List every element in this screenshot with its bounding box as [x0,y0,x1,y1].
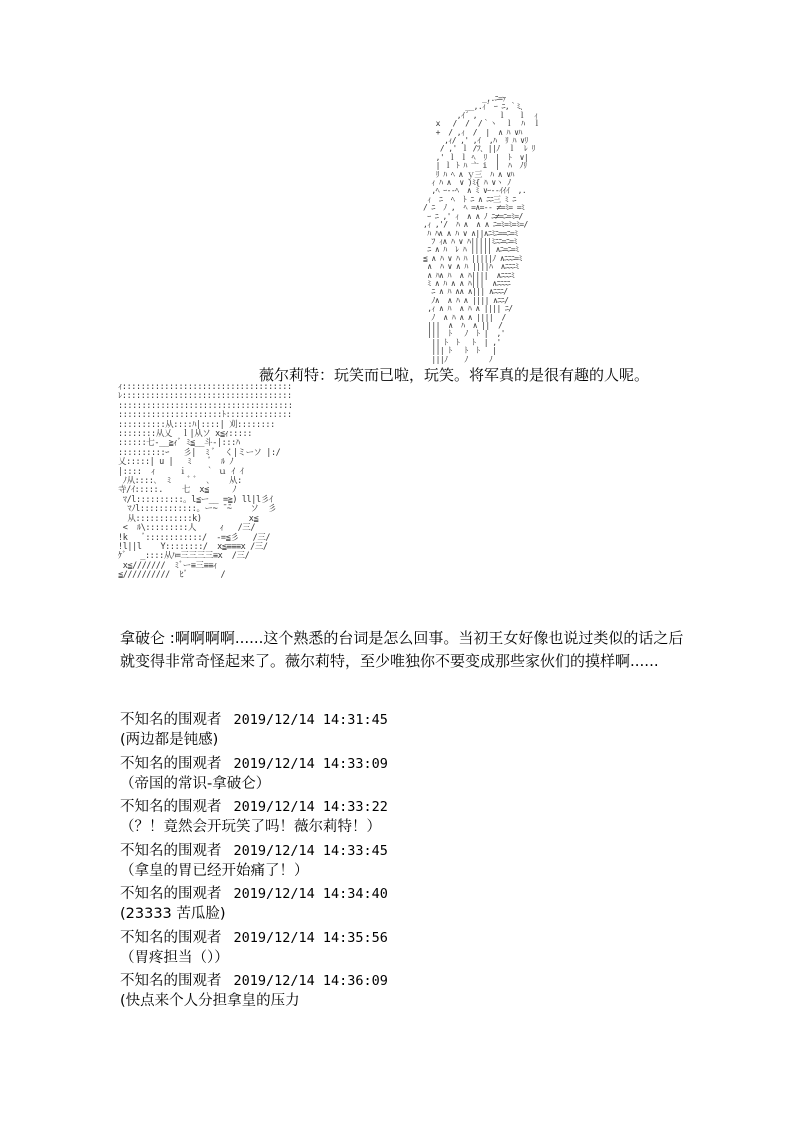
comment-text: （？！竟然会开玩笑了吗！薇尔莉特！） [120,819,381,835]
comment-item [120,798,680,842]
ascii-art-napoleon: ｨ:::::::::::::::::::::::::::::::::::: ﾚ:::::::::::::::::::::::::::::::::::: ::::::::::::::::::::::::::::::::::::: ::::::::::::::::::::::ﾄ:::::::::::::: ::::::::::从::::ﾊ|::::| 刈:::::::: ::::::::从乂 ｌ|从ソ x≦ｨ::::: ::::::七-__≧ｨﾞ ﾐ≦__斗-|:::ﾊ ::::::::::ｰ 彡| ﾐ ﾞ く|ミーソ |:/ 乂:::::| u | ﾐ ﾞ ﾙ ﾉ |:::: ｨ ｉ ｀ ｕ ｲ ｲ ﾉ从::::､ ﾐ ﾞ ﾞ ､ 从: 寺/ｲ:::::. 七 x≦ ﾉ ﾏ/l::::::::::。l≦ー__ =≧) ll|l彡ｲ ﾏﾉl::::::::::::。ー~ ̄ ̄~ ソ 彡 从::::::::::::k) x≦ < ﾙ\:::::::::人 ｨ /三/ !k ﾞ::::::::::::/ -=≦彡 /三/ !l||l Y::::::::/ x≦≡≡≡x /三/ ｹﾞ _::::从ﾊ=三三三三≡x /三/ x≦/////// ﾐﾞー≡三≡≡ｨ ≦////////// ﾋﾞ / [118,382,293,581]
comment-timestamp: 2019/12/14 14:33:22 [233,799,388,815]
comment-user: 不知名的围观者 [120,842,222,859]
comment-user: 不知名的围观者 [120,929,222,946]
napoleon-speech: 拿破仑 :啊啊啊啊......这个熟悉的台词是怎么回事。当初王女好像也说过类似的话之后就变得非常奇怪起来了。薇尔莉特，至少唯独你不要变成那些家伙们的摸样啊...... [120,629,684,670]
comment-text: （胃疼担当（）） [120,949,229,966]
comment-user: 不知名的围观者 [120,712,222,728]
comment-timestamp: 2019/12/14 14:33:09 [233,755,388,772]
comment-timestamp: 2019/12/14 14:33:45 [233,842,388,859]
comment-item [120,929,680,973]
comment-user: 不知名的围观者 [120,755,222,772]
comment-item [120,711,680,755]
comment-list [120,711,680,1016]
comment-text: (23333 苦瓜脸) [120,906,226,922]
comment-text: (快点来个人分担拿皇的压力 [120,993,300,1009]
comment-item [120,755,680,799]
comment-timestamp: 2019/12/14 14:34:40 [233,886,388,902]
vera-caption: 薇尔莉特：玩笑而已啦，玩笑。将军真的是很有趣的人呢。 [259,366,650,384]
comment-item [120,885,680,929]
comment-text: (两边都是钝感) [120,732,219,748]
comment-user: 不知名的围观者 [120,886,222,902]
comment-item [120,842,680,886]
comment-timestamp: 2019/12/14 14:35:56 [233,929,388,946]
ascii-art-vera: _,.ﾆ=ｧ __,.ｨ´ ｰ ﾆ,｀ﾐ､ ,ｲ´ , ｌ ｌ ｨ x / / /｀ヽ ｌ ﾊ ｌ + / ,ｨ / | ∧ ﾊ ∨ﾊ ,ｨ/ ,' ,ｲ ,ﾊ ﾘ ﾊ ∨ﾘ / ,' ｌ /ﾌ､ ||ﾉ ｌ ﾚ ﾘ ,' ｌ ｌ ﾍ ﾘ | ﾄ ∨| | ｌ ﾄ ﾊ 亠 i | ﾊ ﾉﾘ ﾘ ﾊ ﾍ ∧ ｙ三 ﾊ ∧ ∨ﾊ ｨ ﾊ ∧ ∨ )ﾐ{ ﾊ ∨ヽ ﾉ ,ﾍ ｰ--ﾍ ∧ ﾐ ∨ｰ--ｲｲｲ ,. ｨ ﾆ ﾍ ﾄ ﾆ ∧ ﾆﾆ三 ﾐ ﾆ / ﾆ ﾉ , ﾍ =∧=-- ≠=ﾐ= =ﾐ ｰ ﾆ ,' ｨ ∧ ∧ ﾉ ﾆ≠=ﾆ=ﾐ=/ ,ｨ ,'/ ﾊ ∧ ∧ ∧ ﾆ=ﾐ=ﾐ=ﾐ=/ ﾊ ﾊ∧ ∧ ﾊ ∨ ∧||∧ﾆﾐﾆ==ﾆ=ﾐ ﾌ ｨ∧ ﾊ ∨ ﾊ|||||ﾐﾆﾆ=ﾆ=ﾐ ﾆ ∧ ﾊ ﾚ ﾊ ||||| ∧ﾆ=ﾆ=ﾐ ≦ ∧ ﾊ ∨ ﾊ ﾊ |||||ﾉ ∧ﾆﾆﾆ=ﾐ ∧ ﾊ ∨ ∧ ﾊ ||||ﾊ ∧ﾆﾆﾆﾐ ∧ ﾊ∧ ﾊ ∧ ﾊ|||| ∧ﾆﾆﾆﾐ ﾐ ∧ ﾊ ∧ ∧ ﾊ||| ∧ﾆﾆﾆﾆ ﾆ ∧ ﾊ ∧∧ ∧||| ∧ﾆﾆﾆ/ ﾉ∧ ∧ ﾊ ∧ |||| ∧ﾆﾆ/ ,ｨ ∧ ﾊ ∧ ﾊ ∧ |||| ﾆ/ ﾉ ∧ ﾊ ∧ ∧ |||| / ||| ∧ ﾊ ∧ || / ||| ﾄ ﾉ ﾄ | ,' || ﾄ ﾄ ﾄ | ,' ||| ﾄ ﾄ ﾄ | |||ﾉ ﾉ ﾉ [423,94,541,364]
comment-timestamp: 2019/12/14 14:31:45 [233,712,388,728]
comment-text: （帝国的常识-拿破仑） [120,775,271,792]
comment-timestamp: 2019/12/14 14:36:09 [233,973,388,989]
comment-user: 不知名的围观者 [120,973,222,989]
comment-text: （拿皇的胃已经开始痛了！） [120,862,309,879]
comment-item [120,972,680,1016]
comment-user: 不知名的围观者 [120,799,222,815]
